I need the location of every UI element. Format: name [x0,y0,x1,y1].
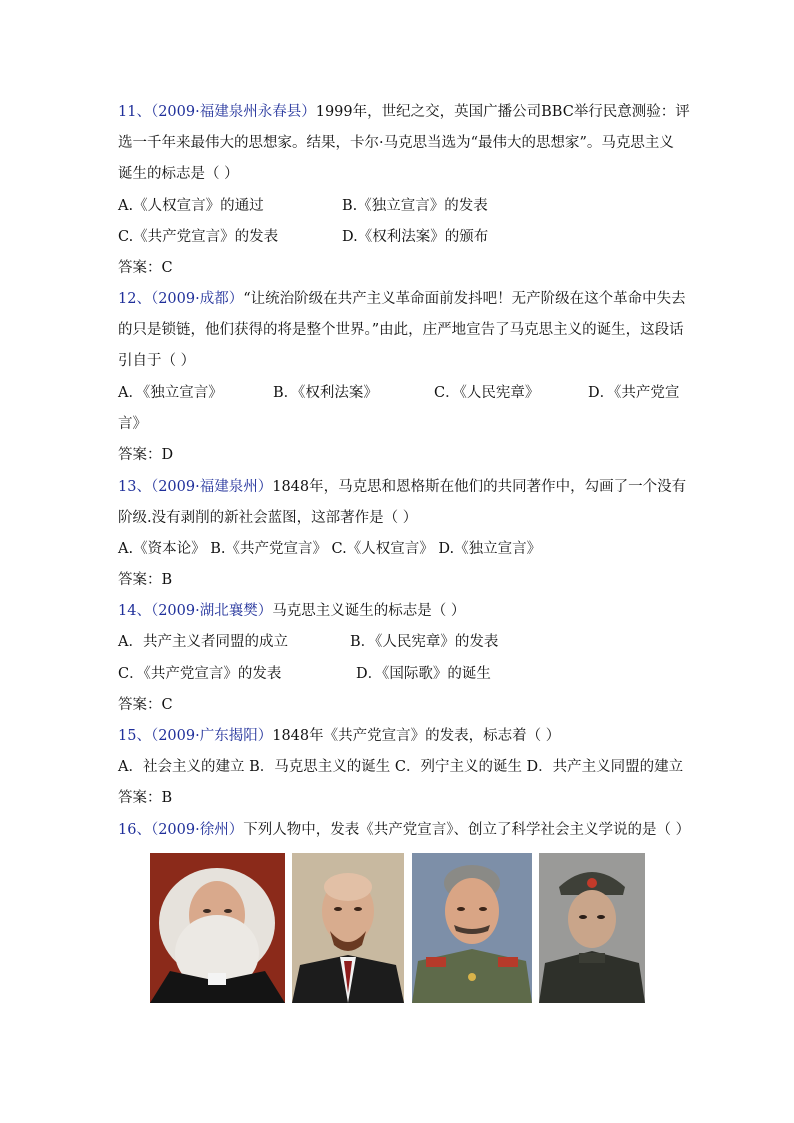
q13-options: A.《资本论》 B.《共产党宣言》 C.《人权宣言》 D.《独立宣言》 [118,541,542,557]
q14-line-1: 14、（2009·湖北襄樊）马克思主义诞生的标志是（ ） [118,603,466,619]
q13-line-1: 13、（2009·福建泉州）1848年，马克思和恩格斯在他们的共同著作中，勾画了一个没有 [118,479,687,495]
q16-source: 16、（2009·徐州） [118,822,244,838]
q11-line-2: 选一千年来最伟大的思想家。结果，卡尔·马克思当选为“最伟大的思想家”。马克思主义 [118,135,674,151]
q12-option-d-continued: 言》 [118,416,147,432]
q11-answer: 答案：C [118,260,173,276]
portrait-1 [150,853,285,1003]
portrait-row [0,853,794,1003]
q14-answer: 答案：C [118,697,173,713]
q16-line-1: 16、（2009·徐州）下列人物中，发表《共产党宣言》、创立了科学社会主义学说的是（ ） [118,822,691,838]
q12-line-3: 引自于（ ） [118,353,196,369]
q14-source: 14、（2009·湖北襄樊） [118,603,273,619]
q12-line-2: 的只是锁链，他们获得的将是整个世界。”由此，庄严地宣告了马克思主义的诞生，这段话 [118,322,684,338]
q13-answer: 答案：B [118,572,173,588]
portrait-3-image [412,853,532,1003]
q11-option-b: B.《独立宣言》的发表 [342,198,488,214]
q11-option-d: D.《权利法案》的颁布 [342,229,489,245]
portrait-4 [539,853,645,1003]
q11-option-a: A.《人权宣言》的通过 [118,198,264,214]
q15-options: A．社会主义的建立 B．马克思主义的诞生 C．列宁主义的诞生 D．共产主义同盟的建立 [118,759,684,775]
q14-option-d: D．《国际歌》的诞生 [356,666,491,682]
q12-option-c: C．《人民宪章》 [434,385,540,401]
q14-option-a: A．共产主义者同盟的成立 [118,634,288,650]
portrait-4-image [539,853,645,1003]
q13-line-2: 阶级.没有剥削的新社会蓝图，这部著作是（ ） [118,510,418,526]
portrait-3 [412,853,532,1003]
q14-option-b: B．《人民宪章》的发表 [350,634,499,650]
q15-answer: 答案：B [118,790,173,806]
q15-source: 15、（2009·广东揭阳） [118,728,273,744]
q12-answer: 答案：D [118,447,174,463]
q12-option-d: D．《共产党宣 [588,385,680,401]
portrait-1-image [150,853,285,1003]
q11-source: 11、（2009·福建泉州永春县） [118,104,316,120]
q12-line-1: 12、（2009·成都）“让统治阶级在共产主义革命面前发抖吧！无产阶级在这个革命中失去 [118,291,686,307]
portrait-2 [292,853,404,1003]
q13-source: 13、（2009·福建泉州） [118,479,273,495]
q12-option-b: B．《权利法案》 [273,385,378,401]
q14-option-c: C．《共产党宣言》的发表 [118,666,282,682]
portrait-2-image [292,853,404,1003]
q11-line-3: 诞生的标志是（ ） [118,166,239,182]
q12-source: 12、（2009·成都） [118,291,244,307]
q12-option-a: A．《独立宣言》 [118,385,223,401]
q11-line-1: 11、（2009·福建泉州永春县）1999年，世纪之交，英国广播公司BBC举行民意测验：评 [118,104,690,120]
q15-line-1: 15、（2009·广东揭阳）1848年《共产党宣言》的发表，标志着（ ） [118,728,561,744]
q11-option-c: C.《共产党宣言》的发表 [118,229,279,245]
